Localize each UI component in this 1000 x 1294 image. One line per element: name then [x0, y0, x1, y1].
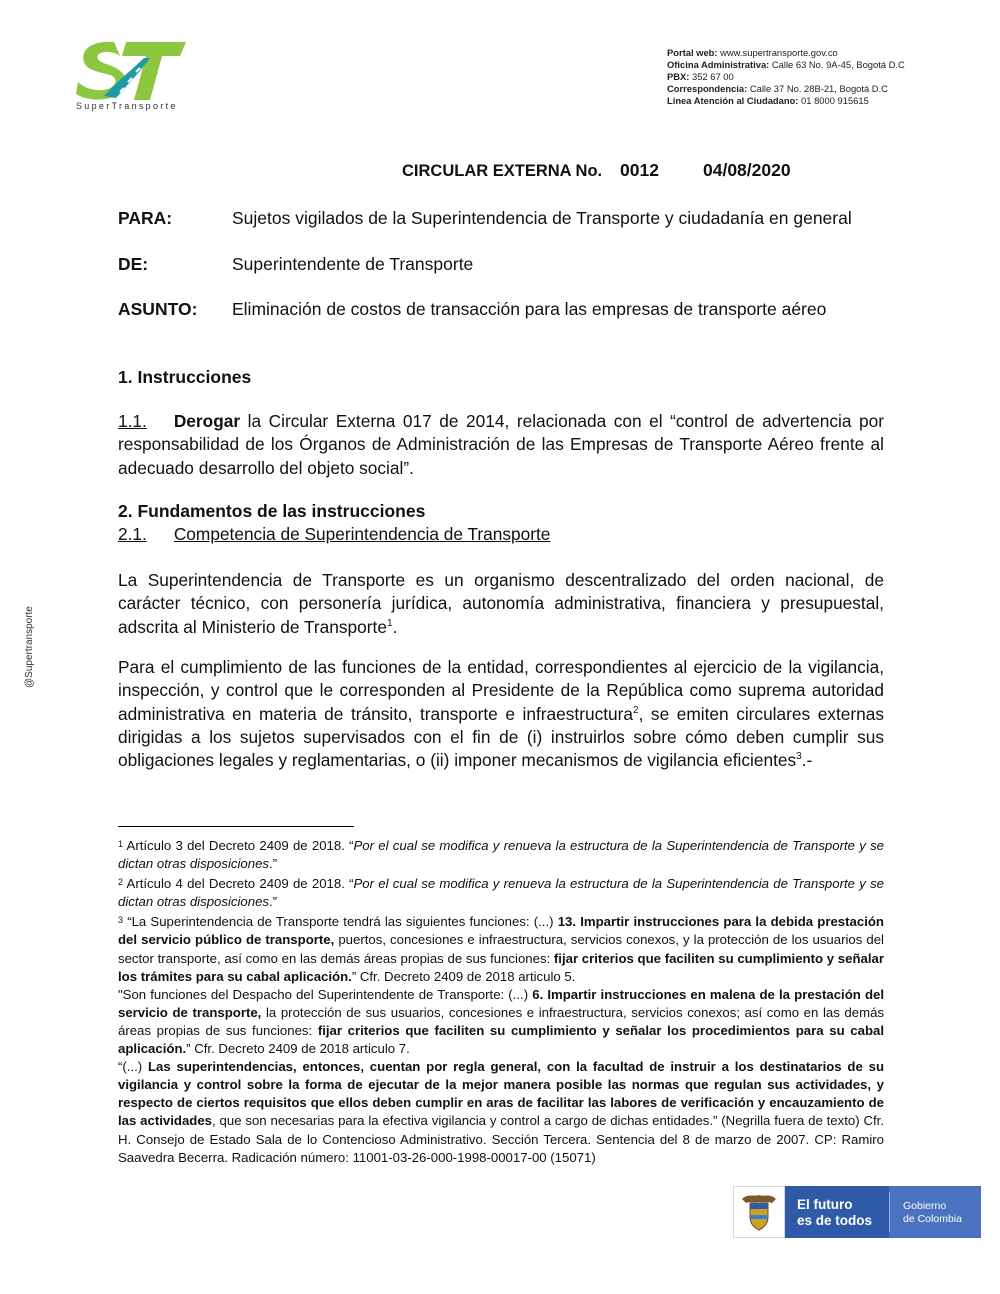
government-badge [733, 1186, 981, 1238]
paragraph-functions: Para el cumplimiento de las funciones de la entidad, correspondientes al ejercicio de la vigilancia, inspección, y control que le corresponden al Presidente de la República como suprema autoridad administrativa en materia de tránsito, transporte e infraestructura$^2$, se emiten circulares externas dirigidas a los sujetos supervisados con el fin de (i) instruirlos sobre cómo deben cumplir sus obligaciones legales y reglamentarias, o (ii) imponer mecanismos de vigilancia eficientes$^3$.- [118, 657, 884, 771]
footnote-divider [118, 826, 354, 827]
contact-portal: Portal web: www.supertransporte.gov.co [667, 47, 838, 58]
footnote-3-cont-b: “(...) Las superintendencias, entonces, cuentan por regla general, con la facultad de instruir a los destinatarios de su vigilancia y control sobre la forma de ejecutar de la mejor manera posible las normas que regulan sus actividades, y respecto de ciertos requisitos que ellos deben cumplir en aras de facilitar las labores de verificación y encauzamiento de las actividades, que son necesarias para la efectiva vigilancia y control a cargo de dichas entidades.” (Negrilla fuera de texto) Cfr. H. Consejo de Estado Sala de lo Contencioso Administrativo. Sección Tercera. Sentencia del 8 de marzo de 2007. CP: Ramiro Saavedra Becerra. Radicación número: 11001-03-26-000-1998-00017-00 (15071) [118, 1059, 884, 1165]
de-value: Superintendente de Transporte [232, 254, 474, 274]
para-value: Sujetos vigilados de la Superintendencia de Transporte y ciudadanía en general [232, 208, 852, 228]
slogan-line-1: El futuro [797, 1197, 853, 1212]
badge-divider [889, 1192, 890, 1232]
footnotes [118, 835, 884, 1167]
gov-line-1: Gobierno [903, 1200, 947, 1212]
footnote-2: $^2$ Artículo 4 del Decreto 2409 de 2018. “Por el cual se modifica y renueva la estructura de la Superintendencia de Transporte y se dictan otras disposiciones.” [118, 876, 884, 910]
colombia-shield-icon [733, 1186, 785, 1238]
contact-pbx: PBX: 352 67 00 [667, 71, 734, 82]
paragraph-competence: La Superintendencia de Transporte es un organismo descentralizado del orden nacional, de carácter técnico, con personería jurídica, autonomía administrativa, financiera y presupuestal, adscrita al Ministerio de Transporte$^1$. [118, 570, 884, 637]
circular-number: 0012 [620, 160, 659, 180]
footnote-1: $^1$ Artículo 3 del Decreto 2409 de 2018. “Por el cual se modifica y renueva la estructura de la Superintendencia de Transporte y se dictan otras disposiciones.” [118, 838, 884, 872]
contact-block [667, 47, 905, 107]
contact-mail: Correspondencia: Calle 37 No. 28B-21, Bogotá D.C [667, 83, 888, 94]
paragraph-1-1: 1.1. Derogar la Circular Externa 017 de 2014, relacionada con el “control de advertencia por responsabilidad de los Órganos de Administración de las Empresas de Transporte Aéreo frente al adecuado desarrollo del objeto social”. [118, 411, 884, 478]
side-handle: @Supertransporte [24, 606, 35, 688]
gov-line-2: de Colombia [903, 1213, 962, 1225]
slogan-block [785, 1186, 889, 1238]
slogan-line-2: es de todos [797, 1213, 873, 1228]
para-label: PARA: [118, 208, 173, 228]
footnote-3: $^3$ “La Superintendencia de Transporte tendrá las siguientes funciones: (...) 13. Impartir instrucciones para la debida prestación del servicio público de transporte, puertos, concesiones e infraestructura, servicios conexos, y la protección de los usuarios del sector transporte, así como en las demás áreas propias de sus funciones: fijar criterios que faciliten su cumplimiento y señalar los trámites para su cabal aplicación.” Cfr. Decreto 2409 de 2018 articulo 5. [118, 914, 884, 984]
contact-office: Oficina Administrativa: Calle 63 No. 9A-45, Bogotá D.C [667, 59, 905, 70]
logo-caption: SuperTransporte [76, 101, 178, 111]
section-1-title: 1. Instrucciones [118, 367, 252, 387]
government-name-block [889, 1186, 981, 1238]
circular-date: 04/08/2020 [703, 160, 791, 180]
contact-hotline: Línea Atención al Ciudadano: 01 8000 915615 [667, 95, 869, 106]
asunto-value: Eliminación de costos de transacción para las empresas de transporte aéreo [232, 299, 827, 319]
subsection-2-1: 2.1. Competencia de Superintendencia de Transporte [118, 524, 551, 544]
section-2-title: 2. Fundamentos de las instrucciones [118, 501, 426, 521]
circular-title: CIRCULAR EXTERNA No. [402, 162, 603, 180]
asunto-label: ASUNTO: [118, 299, 198, 319]
footnote-3-cont-a: "Son funciones del Despacho del Superintendente de Transporte: (...) 6. Impartir instrucciones en malena de la prestación del servicio de transporte, la protección de sus usuarios, concesiones e infraestructura, servicios conexos; así como en las demás áreas propias de sus funciones: fijar criterios que faciliten su cumplimiento y señalar los procedimientos para su cabal aplicación.” Cfr. Decreto 2409 de 2018 articulo 7. [118, 986, 885, 1057]
de-label: DE: [118, 254, 149, 274]
